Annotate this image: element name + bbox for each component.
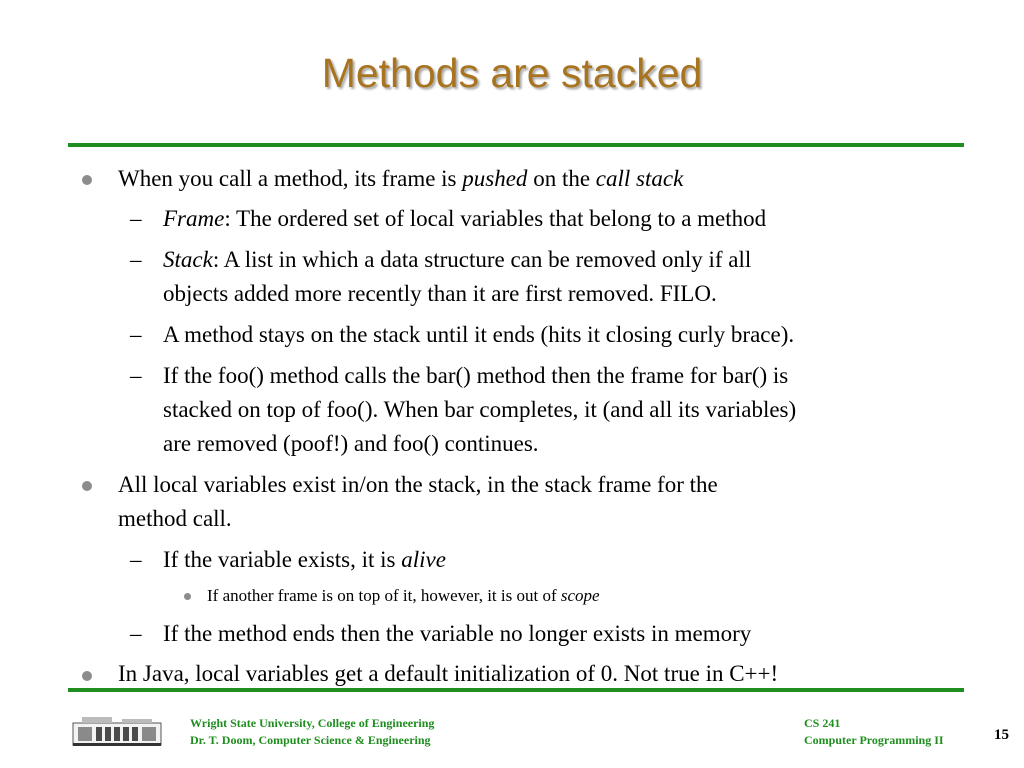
text-run: When you call a method, its frame is bbox=[118, 166, 463, 191]
sub-dash: – bbox=[130, 322, 142, 347]
sub-bullet-alive bbox=[163, 547, 446, 573]
text-run-italic: Stack bbox=[163, 247, 213, 272]
tertiary-dot bbox=[184, 593, 191, 600]
sub-dash: – bbox=[130, 547, 142, 572]
sub-dash: – bbox=[130, 247, 142, 272]
text-run: : A list in which a data structure can be removed only if all bbox=[212, 247, 752, 272]
text-run-italic: scope bbox=[560, 586, 600, 605]
bullet-3: In Java, local variables get a default initialization of 0. Not true in C++! bbox=[118, 661, 779, 686]
sub-dash: – bbox=[130, 363, 142, 388]
sub-bullet-method-ends: If the method ends then the variable no longer exists in memory bbox=[163, 621, 752, 646]
bullet-dot bbox=[82, 481, 92, 491]
bullet-2: All local variables exist in/on the stack, in the stack frame for the bbox=[118, 472, 718, 497]
page-number: 15 bbox=[994, 727, 1009, 743]
text-run: : The ordered set of local variables that belong to a method bbox=[224, 206, 767, 231]
bullet-2-line2: method call. bbox=[118, 506, 232, 531]
footer-course-code: CS 241 bbox=[804, 716, 841, 730]
text-run-italic: call stack bbox=[595, 166, 684, 191]
sub-bullet-foo-bar: If the foo() method calls the bar() method then the frame for bar() is bbox=[163, 363, 789, 388]
footer-university: Wright State University, College of Engineering bbox=[190, 716, 435, 730]
sub-bullet-foo-bar-line3: are removed (poof!) and foo() continues. bbox=[163, 431, 539, 456]
sub-bullet-frame bbox=[163, 206, 766, 232]
bullet-1 bbox=[118, 166, 683, 192]
footer-instructor: Dr. T. Doom, Computer Science & Engineering bbox=[190, 733, 431, 747]
tertiary-bullet-scope bbox=[207, 586, 600, 606]
text-run: on the bbox=[527, 166, 596, 191]
text-run: If another frame is on top of it, however, it is out of bbox=[207, 586, 561, 605]
sub-bullet-stack bbox=[163, 247, 751, 273]
top-rule bbox=[68, 143, 964, 147]
sub-bullet-foo-bar-line2: stacked on top of foo(). When bar completes, it (and all its variables) bbox=[163, 397, 797, 422]
sub-bullet-method-stays: A method stays on the stack until it ends (hits it closing curly brace). bbox=[163, 322, 795, 347]
text-run-italic: Frame bbox=[163, 206, 225, 231]
sub-bullet-stack-line2: objects added more recently than it are first removed. FILO. bbox=[163, 281, 717, 306]
text-run-italic: pushed bbox=[462, 166, 528, 191]
text-run-italic: alive bbox=[401, 547, 446, 572]
college-logo bbox=[72, 713, 162, 749]
sub-dash: – bbox=[130, 621, 142, 646]
bullet-dot bbox=[82, 671, 92, 681]
slide-title: Methods are stacked bbox=[321, 50, 703, 96]
footer-course-name: Computer Programming II bbox=[804, 733, 944, 747]
text-run: If the variable exists, it is bbox=[163, 547, 402, 572]
bottom-rule bbox=[68, 688, 964, 692]
bullet-dot bbox=[82, 175, 92, 185]
sub-dash: – bbox=[130, 206, 142, 231]
